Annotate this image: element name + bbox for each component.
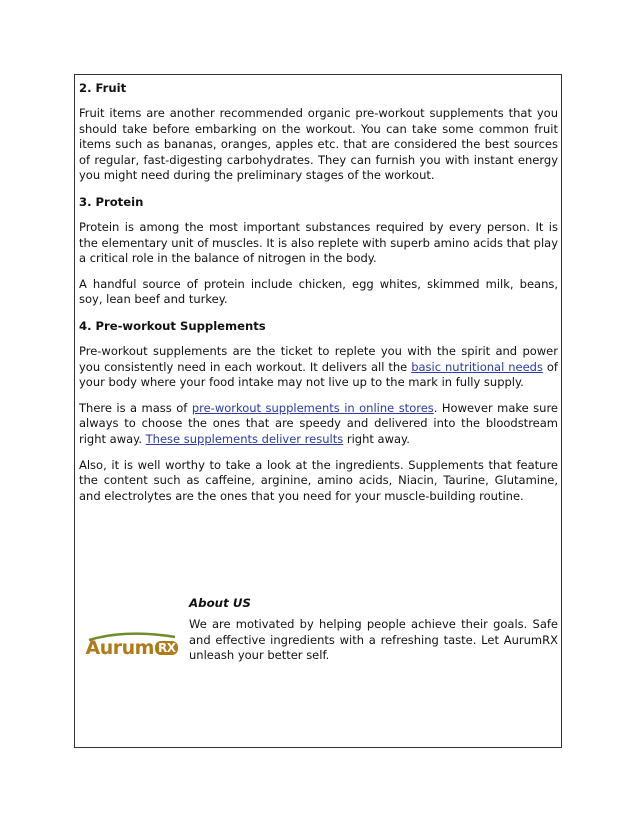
- link-online-stores[interactable]: pre-workout supplements in online stores: [191, 400, 434, 415]
- text-segment: Pre-workout supplements are the ticket to replete you with the spirit and power you consistently need in each workout. It delivers all the: [79, 343, 558, 374]
- about-section: [79, 595, 558, 705]
- logo-text: Aurum: [85, 637, 154, 659]
- link-basic-nutritional-needs[interactable]: basic nutritional needs: [411, 359, 543, 374]
- heading-fruit: 2. Fruit: [79, 81, 127, 95]
- about-title: About US: [189, 596, 251, 610]
- paragraph-protein-2: A handful source of protein include chicken, egg whites, skimmed milk, beans, soy, lean beef and turkey.: [79, 276, 558, 307]
- paragraph-protein-1: Protein is among the most important substances required by every person. It is the elementary unit of muscles. It is also replete with superb amino acids that play a critical role in the balance of nitrogen in the body.: [79, 219, 558, 266]
- text-segment: There is a mass of: [79, 400, 192, 415]
- logo-swoosh-icon: [87, 631, 177, 643]
- paragraph-preworkout-1: [79, 344, 558, 391]
- about-text: We are motivated by helping people achieve their goals. Safe and effective ingredients with a refreshing taste. Let AurumRX unleash your better self.: [189, 617, 558, 663]
- heading-preworkout: 4. Pre-workout Supplements: [79, 318, 266, 333]
- text-segment: right away.: [343, 431, 410, 446]
- link-supplements-deliver-results[interactable]: These supplements deliver results: [145, 431, 344, 446]
- text-segment: of your body where your food intake may not live up to the mark in fully supply.: [79, 359, 558, 390]
- logo-rx-badge: RX: [155, 641, 179, 655]
- paragraph-fruit: Fruit items are another recommended organic pre-workout supplements that you should take before embarking on the workout. You can take some common fruit items such as bananas, oranges, apples etc. that are considered the best sources of regular, fast-digesting carbohydrates. They can furnish you with instant energy you might need during the preliminary stages of the workout.: [79, 106, 558, 183]
- text-segment: . However make sure always to choose the ones that are speedy and delivered into the bloodstream right away.: [79, 400, 558, 446]
- paragraph-preworkout-2: [79, 401, 558, 448]
- heading-protein: 3. Protein: [79, 194, 144, 209]
- article-body: [79, 80, 558, 514]
- document-frame: [74, 74, 562, 748]
- aurumrx-logo: [79, 595, 185, 701]
- about-body: [189, 595, 558, 664]
- paragraph-preworkout-3: Also, it is well worthy to take a look at the ingredients. Supplements that feature the content such as caffeine, arginine, amino acids, Niacin, Taurine, Glutamine, and electrolytes are the ones that you need for your muscle-building routine.: [79, 457, 558, 503]
